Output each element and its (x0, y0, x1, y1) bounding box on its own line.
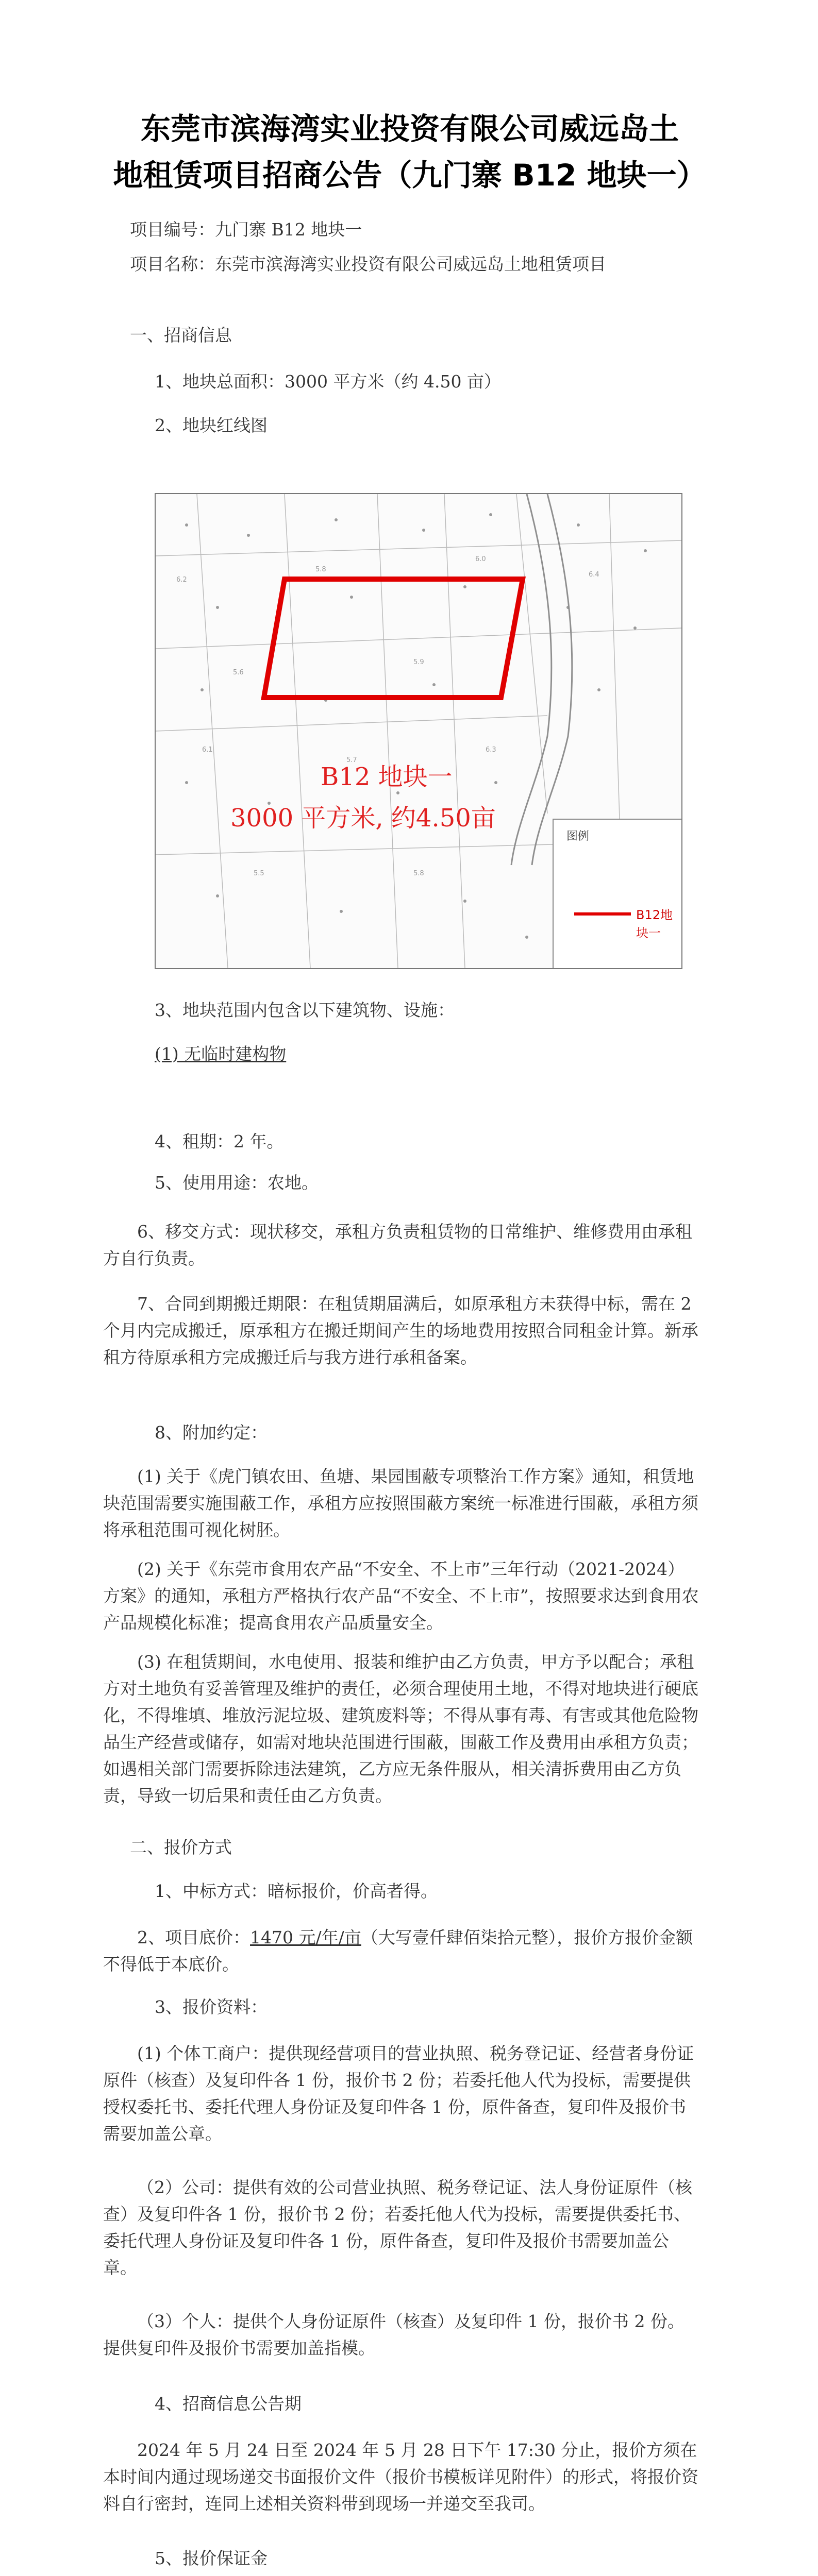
materials-heading: 3、报价资料： (155, 1997, 268, 2017)
materials-individual-business: (1) 个体工商户：提供现经营项目的营业执照、税务登记证、经营者身份证原件（核查）及复印件各 1 份，报价书 2 份；若委托他人代为投标，需要提供授权委托书、委托代理人身份证及复印件各 1 份，原件备查，复印件及报价书需要加盖公章。 (103, 2043, 694, 2144)
svg-text:5.5: 5.5 (254, 870, 264, 877)
floor-price-value: 1470 元/年/亩 (250, 1927, 361, 1947)
svg-text:6.2: 6.2 (176, 576, 187, 584)
svg-text:5.6: 5.6 (233, 669, 244, 676)
svg-text:5.9: 5.9 (413, 658, 424, 666)
extra-term-2: (2) 关于《东莞市食用农产品“不安全、不上市”三年行动（2021-2024）方案》的通知，承租方严格执行农产品“不安全、不上市”，按照要求达到食用农产品规模化标准；提高食用农产品质量安全。 (103, 1559, 699, 1633)
notice-period-heading: 4、招商信息公告期 (155, 2394, 302, 2414)
extra-term-1: (1) 关于《虎门镇农田、鱼塘、果园围蔽专项整治工作方案》通知，租赁地块范围需要实施围蔽工作，承租方应按照围蔽方案统一标准进行围蔽，承租方须将承租范围可视化树胚。 (103, 1466, 698, 1540)
floor-price-suffix: （大写壹仟肆佰柒拾元整），报价方报价金额不得低于本底价。 (103, 1927, 693, 1974)
legend-item-label: B12地块一 (636, 908, 673, 940)
notice-period-text: 2024 年 5 月 24 日至 2024 年 5 月 28 日下午 17:30 分止，报价方须在本时间内通过现场递交书面报价文件（报价书模板详见附件）的形式，将报价资料自行密封，连同上述相关资料带到现场一并递交至我司。 (103, 2440, 698, 2514)
svg-text:5.7: 5.7 (346, 756, 357, 764)
project-number: 项目编号：九门寨 B12 地块一 (130, 219, 362, 240)
floor-price-prefix: 2、项目底价： (137, 1927, 250, 1947)
svg-text:6.1: 6.1 (202, 746, 213, 754)
structures-item-text: (1) 无临时建构物 (155, 1044, 287, 1064)
handover-method: 6、移交方式：现状移交，承租方负责租赁物的日常维护、维修费用由承租方自行负责。 (103, 1222, 692, 1268)
section-2-heading: 二、报价方式 (130, 1837, 232, 1857)
extra-term-3: (3) 在租赁期间，水电使用、报装和维护由乙方负责，甲方予以配合；承租方对土地负有妥善管理及维护的责任，必须合理使用土地，不得对地块进行硬底化，不得堆填、堆放污泥垃圾、建筑废料等；不得从事有毒、有害或其他危险物品生产经营或储存，如需对地块范围进行围蔽，围蔽工作及费用由承租方负责；如遇相关部门需要拆除违法建筑，乙方应无条件服从，相关清拆费用由乙方负责，导致一切后果和责任由乙方负责。 (103, 1652, 698, 1806)
title-line-2: 地租赁项目招商公告（九门寨 B12 地块一） (113, 158, 707, 193)
legend-red-line (574, 912, 631, 916)
section-1-heading: 一、招商信息 (130, 325, 232, 345)
redline-heading: 2、地块红线图 (155, 415, 268, 435)
bid-method: 1、中标方式：暗标报价，价高者得。 (155, 1881, 438, 1901)
land-usage: 5、使用用途：农地。 (155, 1173, 319, 1193)
extra-terms-heading: 8、附加约定： (155, 1422, 268, 1443)
redline-map (155, 493, 682, 969)
materials-individual: （3）个人：提供个人身份证原件（核查）及复印件 1 份，报价书 2 份。提供复印件及报价书需要加盖指模。 (103, 2311, 685, 2358)
deposit-heading: 5、报价保证金 (155, 2548, 268, 2568)
svg-text:6.0: 6.0 (475, 555, 486, 563)
structures-item (155, 1041, 286, 1067)
structures-heading: 3、地块范围内包含以下建筑物、设施： (155, 1000, 455, 1020)
page-title (77, 106, 742, 198)
svg-text:5.8: 5.8 (315, 566, 326, 573)
map-label-area: 3000 平方米, 约4.50亩 (230, 804, 496, 833)
materials-company: （2）公司：提供有效的公司营业执照、税务登记证、法人身份证原件（核查）及复印件各 1 份，报价书 2 份；若委托他人代为投标，需要提供委托书、委托代理人身份证及复印件各 1 份，原件备查，复印件及报价书需要加盖公章。 (103, 2177, 692, 2278)
map-legend (553, 819, 682, 969)
lease-term: 4、租期：2 年。 (155, 1131, 284, 1151)
svg-text:5.8: 5.8 (413, 870, 424, 877)
plot-boundary (264, 579, 523, 698)
land-area: 1、地块总面积：3000 平方米（约 4.50 亩） (155, 371, 501, 392)
project-name: 项目名称：东莞市滨海湾实业投资有限公司威远岛土地租赁项目 (130, 254, 606, 274)
svg-text:6.3: 6.3 (486, 746, 496, 754)
contract-expiry: 7、合同到期搬迁期限：在租赁期届满后，如原承租方未获得中标，需在 2 个月内完成搬迁，原承租方在搬迁期间产生的场地费用按照合同租金计算。新承租方待原承租方完成搬迁后与我方进行承租备案。 (103, 1294, 698, 1367)
map-label-plot: B12 地块一 (321, 762, 453, 791)
svg-text:6.4: 6.4 (589, 571, 599, 579)
legend-title: 图例 (566, 830, 590, 843)
floor-price (103, 1924, 701, 1978)
title-line-1: 东莞市滨海湾实业投资有限公司威远岛土 (140, 111, 679, 146)
